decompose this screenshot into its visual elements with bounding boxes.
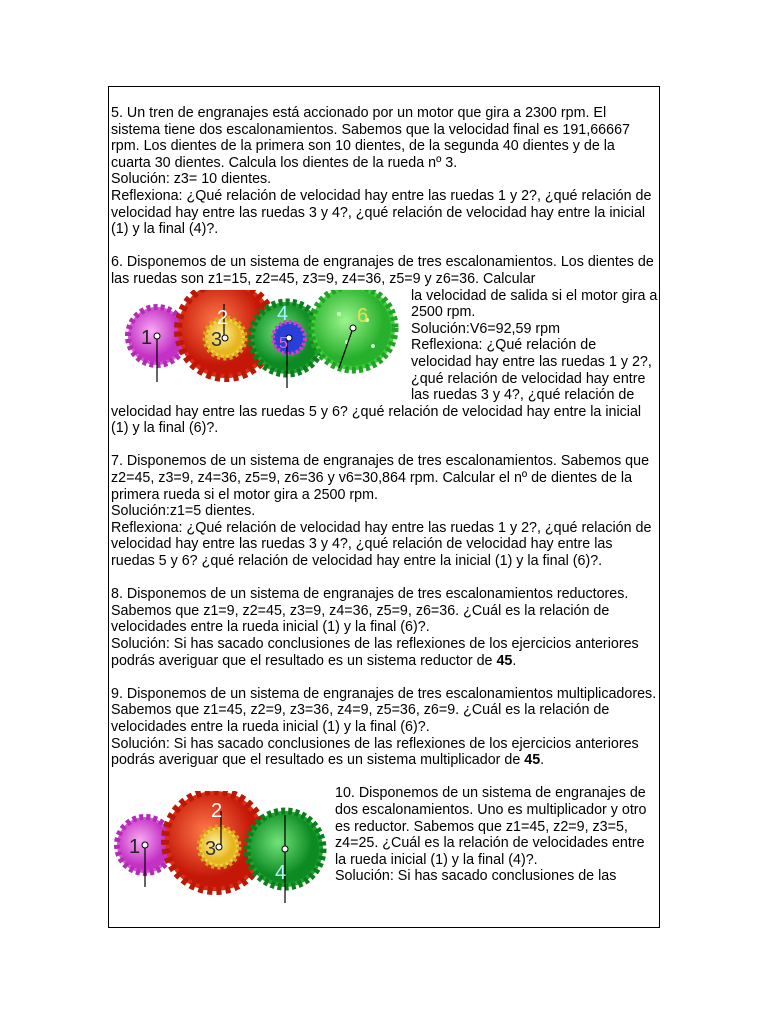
gear-6-label: 6	[357, 304, 369, 327]
gear-train-10-illustration	[111, 791, 329, 903]
exercise-5-reflection: Reflexiona: ¿Qué relación de velocidad hay entre las ruedas 1 y 2?, ¿qué relación de velocidad hay entre las ruedas 3 y 4?, ¿qué relación de velocidad hay entre la inicial (1) y la final (4)?.	[111, 187, 652, 238]
exercise-5	[111, 105, 658, 238]
gear-1-label: 1	[129, 836, 141, 859]
exercise-8-answer: 45	[496, 652, 513, 669]
exercise-7-solution: Solución:z1=5 dientes.	[111, 503, 256, 520]
gear-2-label: 2	[211, 800, 223, 823]
gear-3-label: 3	[211, 328, 223, 351]
exercise-9-period: .	[540, 752, 545, 769]
exercise-8	[111, 586, 658, 669]
exercise-9-statement: 9. Disponemos de un sistema de engranajes de tres escalonamientos multiplicadores. Sabemos que z1=45, z2=9, z3=36, z4=9, z5=36, z6=9. ¿Cuál es la relación de velocidades entre la rueda inicial (1) y la final (6)?.	[111, 685, 657, 735]
exercise-7-statement: 7. Disponemos de un sistema de engranajes de tres escalonamientos. Sabemos que z2=45, z3=9, z4=36, z5=9, z6=36 y v6=30,864 rpm. Calcular el nº de dientes de la primera rueda si el motor gira a 2500 rpm.	[111, 453, 650, 503]
exercise-6-statement-b: la velocidad de salida si el motor gira a 2500 rpm.	[411, 287, 658, 321]
exercise-5-solution: Solución: z3= 10 dientes.	[111, 171, 272, 188]
page-content	[111, 105, 658, 903]
document-page	[108, 86, 660, 928]
exercise-8-solution: Solución: Si has sacado conclusiones de las reflexiones de los ejercicios anteriores podrás averiguar que el resultado es un sistema reductor de	[111, 636, 639, 669]
exercise-10	[111, 785, 658, 885]
exercise-9-answer: 45	[524, 752, 541, 769]
exercise-7	[111, 453, 658, 569]
gear-1-label: 1	[141, 326, 153, 349]
exercise-7-reflection: Reflexiona: ¿Qué relación de velocidad hay entre las ruedas 1 y 2?, ¿qué relación de velocidad hay entre las ruedas 3 y 4?, ¿qué relación de velocidad hay entre las ruedas 5 y 6? ¿qué relación de velocidad hay entre la inicial (1) y la final (6)?.	[111, 519, 652, 570]
gear-5-label: 5	[279, 334, 288, 352]
exercise-9-solution: Solución: Si has sacado conclusiones de las reflexiones de los ejercicios anteriores podrás averiguar que el resultado es un sistema multiplicador de	[111, 735, 639, 769]
exercise-6	[111, 254, 658, 437]
gear-2-label: 2	[217, 306, 229, 329]
exercise-6-solution: Solución:V6=92,59 rpm	[411, 320, 561, 337]
exercise-9	[111, 686, 658, 769]
exercise-6-reflection: Reflexiona: ¿Qué relación de velocidad hay entre las ruedas 1 y 2?, ¿qué relación de velocidad hay entre las ruedas 3 y 4?, ¿qué relación de velocidad hay entre las ruedas 5 y 6? ¿qué relación de velocidad hay entre la inicial (1) y la final (6)?.	[111, 337, 652, 437]
exercise-5-statement: 5. Un tren de engranajes está accionado por un motor que gira a 2300 rpm. El sistema tiene dos escalonamientos. Sabemos que la velocidad final es 191,66667 rpm. Los dientes de la primera son 10 dientes, de la segunda 40 dientes y de la cuarta 30 dientes. Calcula los dientes de la rueda nº 3.	[111, 105, 630, 171]
exercise-8-solution-line	[111, 636, 658, 669]
gear-train-6-illustration	[111, 290, 405, 390]
exercise-6-statement-a: 6. Disponemos de un sistema de engranajes de tres escalonamientos. Los dientes de las ruedas son z1=15, z2=45, z3=9, z4=36, z5=9 y z6=36. Calcular	[111, 254, 654, 287]
gear-4-label: 4	[275, 862, 287, 885]
exercise-10-statement: 10. Disponemos de un sistema de engranajes de dos escalonamientos. Uno es multiplicador y otro es reductor. Sabemos que z1=45, z2=9, z3=5, z4=25. ¿Cuál es la relación de velocidades entre la rueda inicial (1) y la final (4)?.	[335, 785, 647, 868]
exercise-10-solution: Solución: Si has sacado conclusiones de las	[335, 868, 617, 885]
exercise-9-solution-line	[111, 736, 658, 769]
exercise-8-period: .	[512, 652, 517, 669]
gear-3-label: 3	[205, 838, 217, 861]
exercise-8-statement: 8. Disponemos de un sistema de engranajes de tres escalonamientos reductores. Sabemos que z1=9, z2=45, z3=9, z4=36, z5=9, z6=36. ¿Cuál es la relación de velocidades entre la rueda inicial (1) y la final (6)?.	[111, 586, 629, 636]
gear-4-label: 4	[277, 302, 289, 325]
